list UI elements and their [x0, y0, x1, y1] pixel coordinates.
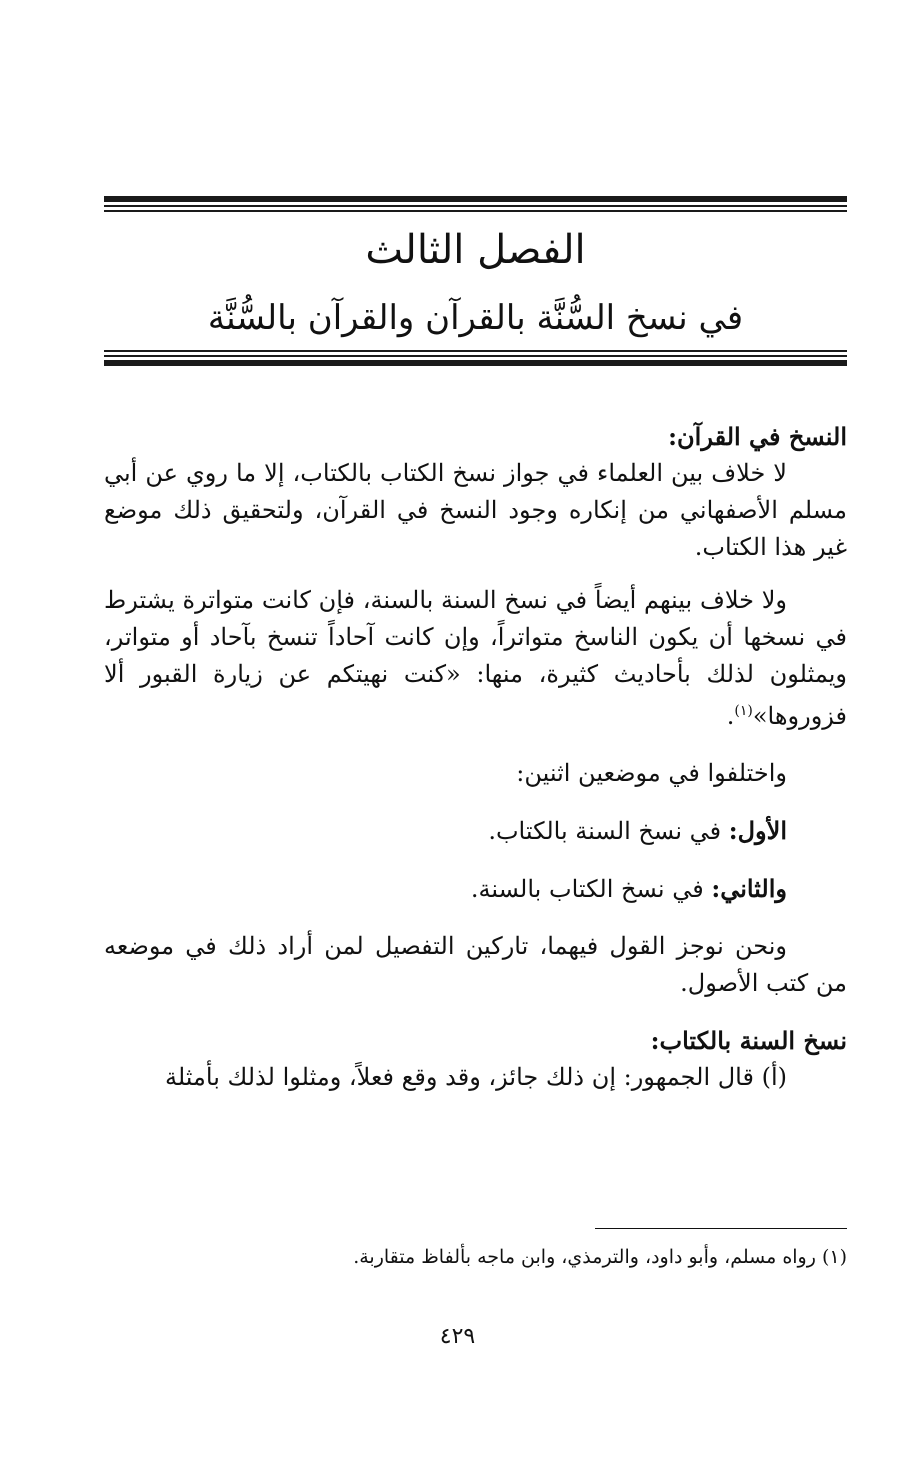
footnote: (١) رواه مسلم، وأبو داود، والترمذي، وابن ماجه بألفاظ متقاربة.	[353, 1246, 847, 1268]
footnote-ref: (١)	[734, 703, 753, 719]
rule-line	[104, 196, 847, 202]
paragraph-4: ونحن نوجز القول فيهما، تاركين التفصيل لمن أراد ذلك في موضعه من كتب الأصول.	[104, 932, 847, 997]
footnote-separator	[595, 1228, 847, 1229]
rule-line	[104, 355, 847, 357]
paragraph-5: (أ) قال الجمهور: إن ذلك جائز، وقد وقع فعلاً، ومثلوا لذلك بأمثلة	[164, 1063, 787, 1091]
list-item-label: الأول:	[728, 816, 787, 845]
list-item-text: في نسخ السنة بالكتاب.	[488, 817, 729, 845]
rule-line	[104, 205, 847, 207]
list-item-first	[104, 812, 847, 850]
page-number: ٤٢٩	[439, 1324, 476, 1349]
paragraph-2-end: .	[726, 702, 735, 730]
paragraph-1: لا خلاف بين العلماء في جواز نسخ الكتاب بالكتاب، إلا ما روي عن أبي مسلم الأصفهاني من إنكاره وجود النسخ في القرآن، ولتحقيق ذلك موضع غير هذا الكتاب.	[104, 459, 847, 561]
section-heading-quran: النسخ في القرآن:	[668, 422, 847, 451]
list-item-text: في نسخ الكتاب بالسنة.	[470, 875, 712, 903]
top-ornamental-rule	[104, 196, 847, 215]
chapter-subtitle: في نسخ السُّنَّة بالقرآن والقرآن بالسُّنَّة	[207, 298, 744, 338]
rule-line	[104, 210, 847, 212]
list-item-second	[104, 870, 847, 908]
rule-line	[104, 360, 847, 366]
paragraph-2	[104, 582, 847, 735]
main-text	[104, 418, 847, 1096]
paragraph-3: واختلفوا في موضعين اثنين:	[516, 759, 787, 787]
list-item-label: والثاني:	[711, 874, 787, 903]
chapter-title: الفصل الثالث	[365, 227, 586, 273]
bottom-ornamental-rule	[104, 350, 847, 369]
paragraph-2-text: ولا خلاف بينهم أيضاً في نسخ السنة بالسنة، فإن كانت متواترة يشترط في نسخها أن يكون الناسخ متواتراً، وإن كانت آحاداً تنسخ بآحاد أو متواتر، ويمثلون لذلك بأحاديث كثيرة، منها: «كنت نهيتكم عن زيارة القبور ألا فزوروها»	[104, 586, 847, 730]
rule-line	[104, 350, 847, 352]
section-heading-sunnah: نسخ السنة بالكتاب:	[650, 1026, 847, 1055]
